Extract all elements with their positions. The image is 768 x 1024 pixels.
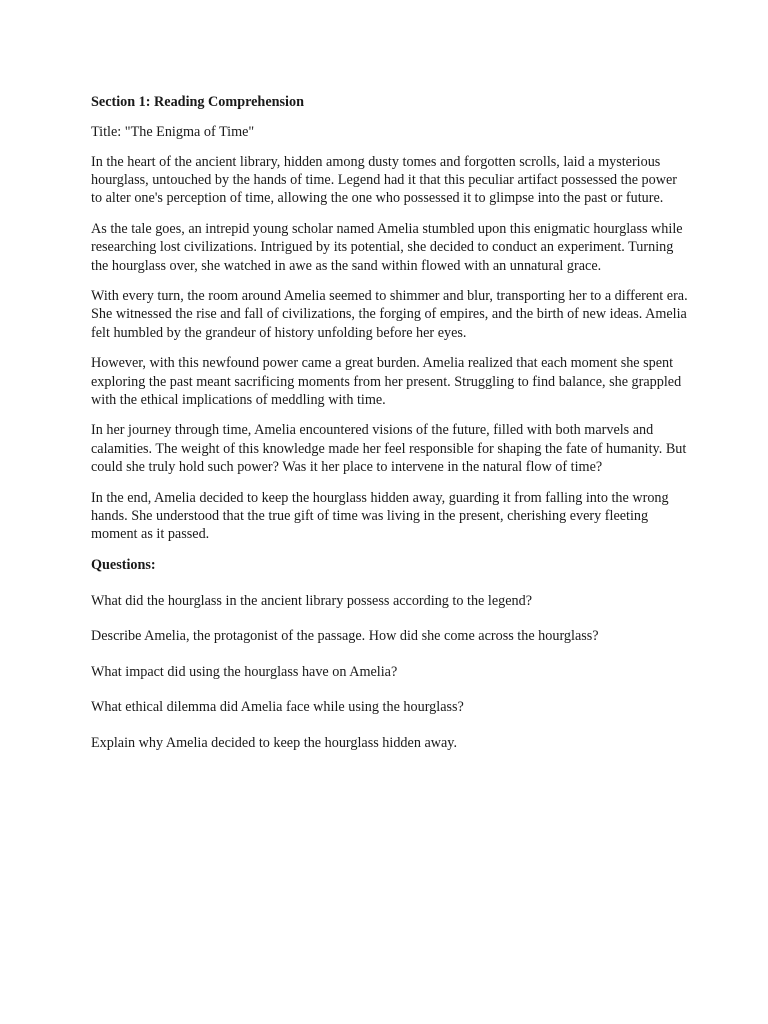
paragraph: In the end, Amelia decided to keep the hourglass hidden away, guarding it from falling into the wrong hands. She understood that the true gift of time was living in the present, cherishing every fleeting moment as it passed.: [91, 489, 669, 542]
paragraph: With every turn, the room around Amelia seemed to shimmer and blur, transporting her to a different era. She witnessed the rise and fall of civilizations, the forging of empires, and the birth of new ideas. Amelia felt humbled by the grandeur of history unfolding before her eyes.: [91, 288, 688, 341]
passage-title: Title: "The Enigma of Time": [91, 124, 255, 140]
question-item: Describe Amelia, the protagonist of the passage. How did she come across the hourglass?: [91, 628, 599, 645]
question-item: Explain why Amelia decided to keep the hourglass hidden away.: [91, 734, 458, 751]
paragraph: However, with this newfound power came a great burden. Amelia realized that each moment she spent exploring the past meant sacrificing moments from her present. Struggling to find balance, she grappled with the ethical implications of meddling with time.: [91, 355, 682, 408]
passage-body: [91, 153, 688, 543]
paragraph: In the heart of the ancient library, hidden among dusty tomes and forgotten scrolls, laid a mysterious hourglass, untouched by the hands of time. Legend had it that this peculiar artifact possessed the power to alter one's perception of time, allowing the one who possessed it to glimpse into the past or future.: [91, 154, 678, 207]
section-heading: Section 1: Reading Comprehension: [91, 94, 304, 110]
paragraph: In her journey through time, Amelia encountered visions of the future, filled with both marvels and calamities. The weight of this knowledge made her feel responsible for shaping the fate of humanity. But could she truly hold such power? Was it her place to intervene in the natural flow of time?: [91, 422, 687, 475]
question-item: What impact did using the hourglass have on Amelia?: [91, 663, 398, 680]
question-item: What did the hourglass in the ancient library possess according to the legend?: [91, 592, 533, 609]
question-item: What ethical dilemma did Amelia face while using the hourglass?: [91, 699, 464, 716]
questions-list: [91, 592, 688, 752]
questions-heading: Questions:: [91, 556, 156, 573]
paragraph: As the tale goes, an intrepid young scholar named Amelia stumbled upon this enigmatic hourglass while researching lost civilizations. Intrigued by its potential, she decided to conduct an experiment. Turning the hourglass over, she watched in awe as the sand within flowed with an unnatural grace.: [91, 221, 683, 274]
